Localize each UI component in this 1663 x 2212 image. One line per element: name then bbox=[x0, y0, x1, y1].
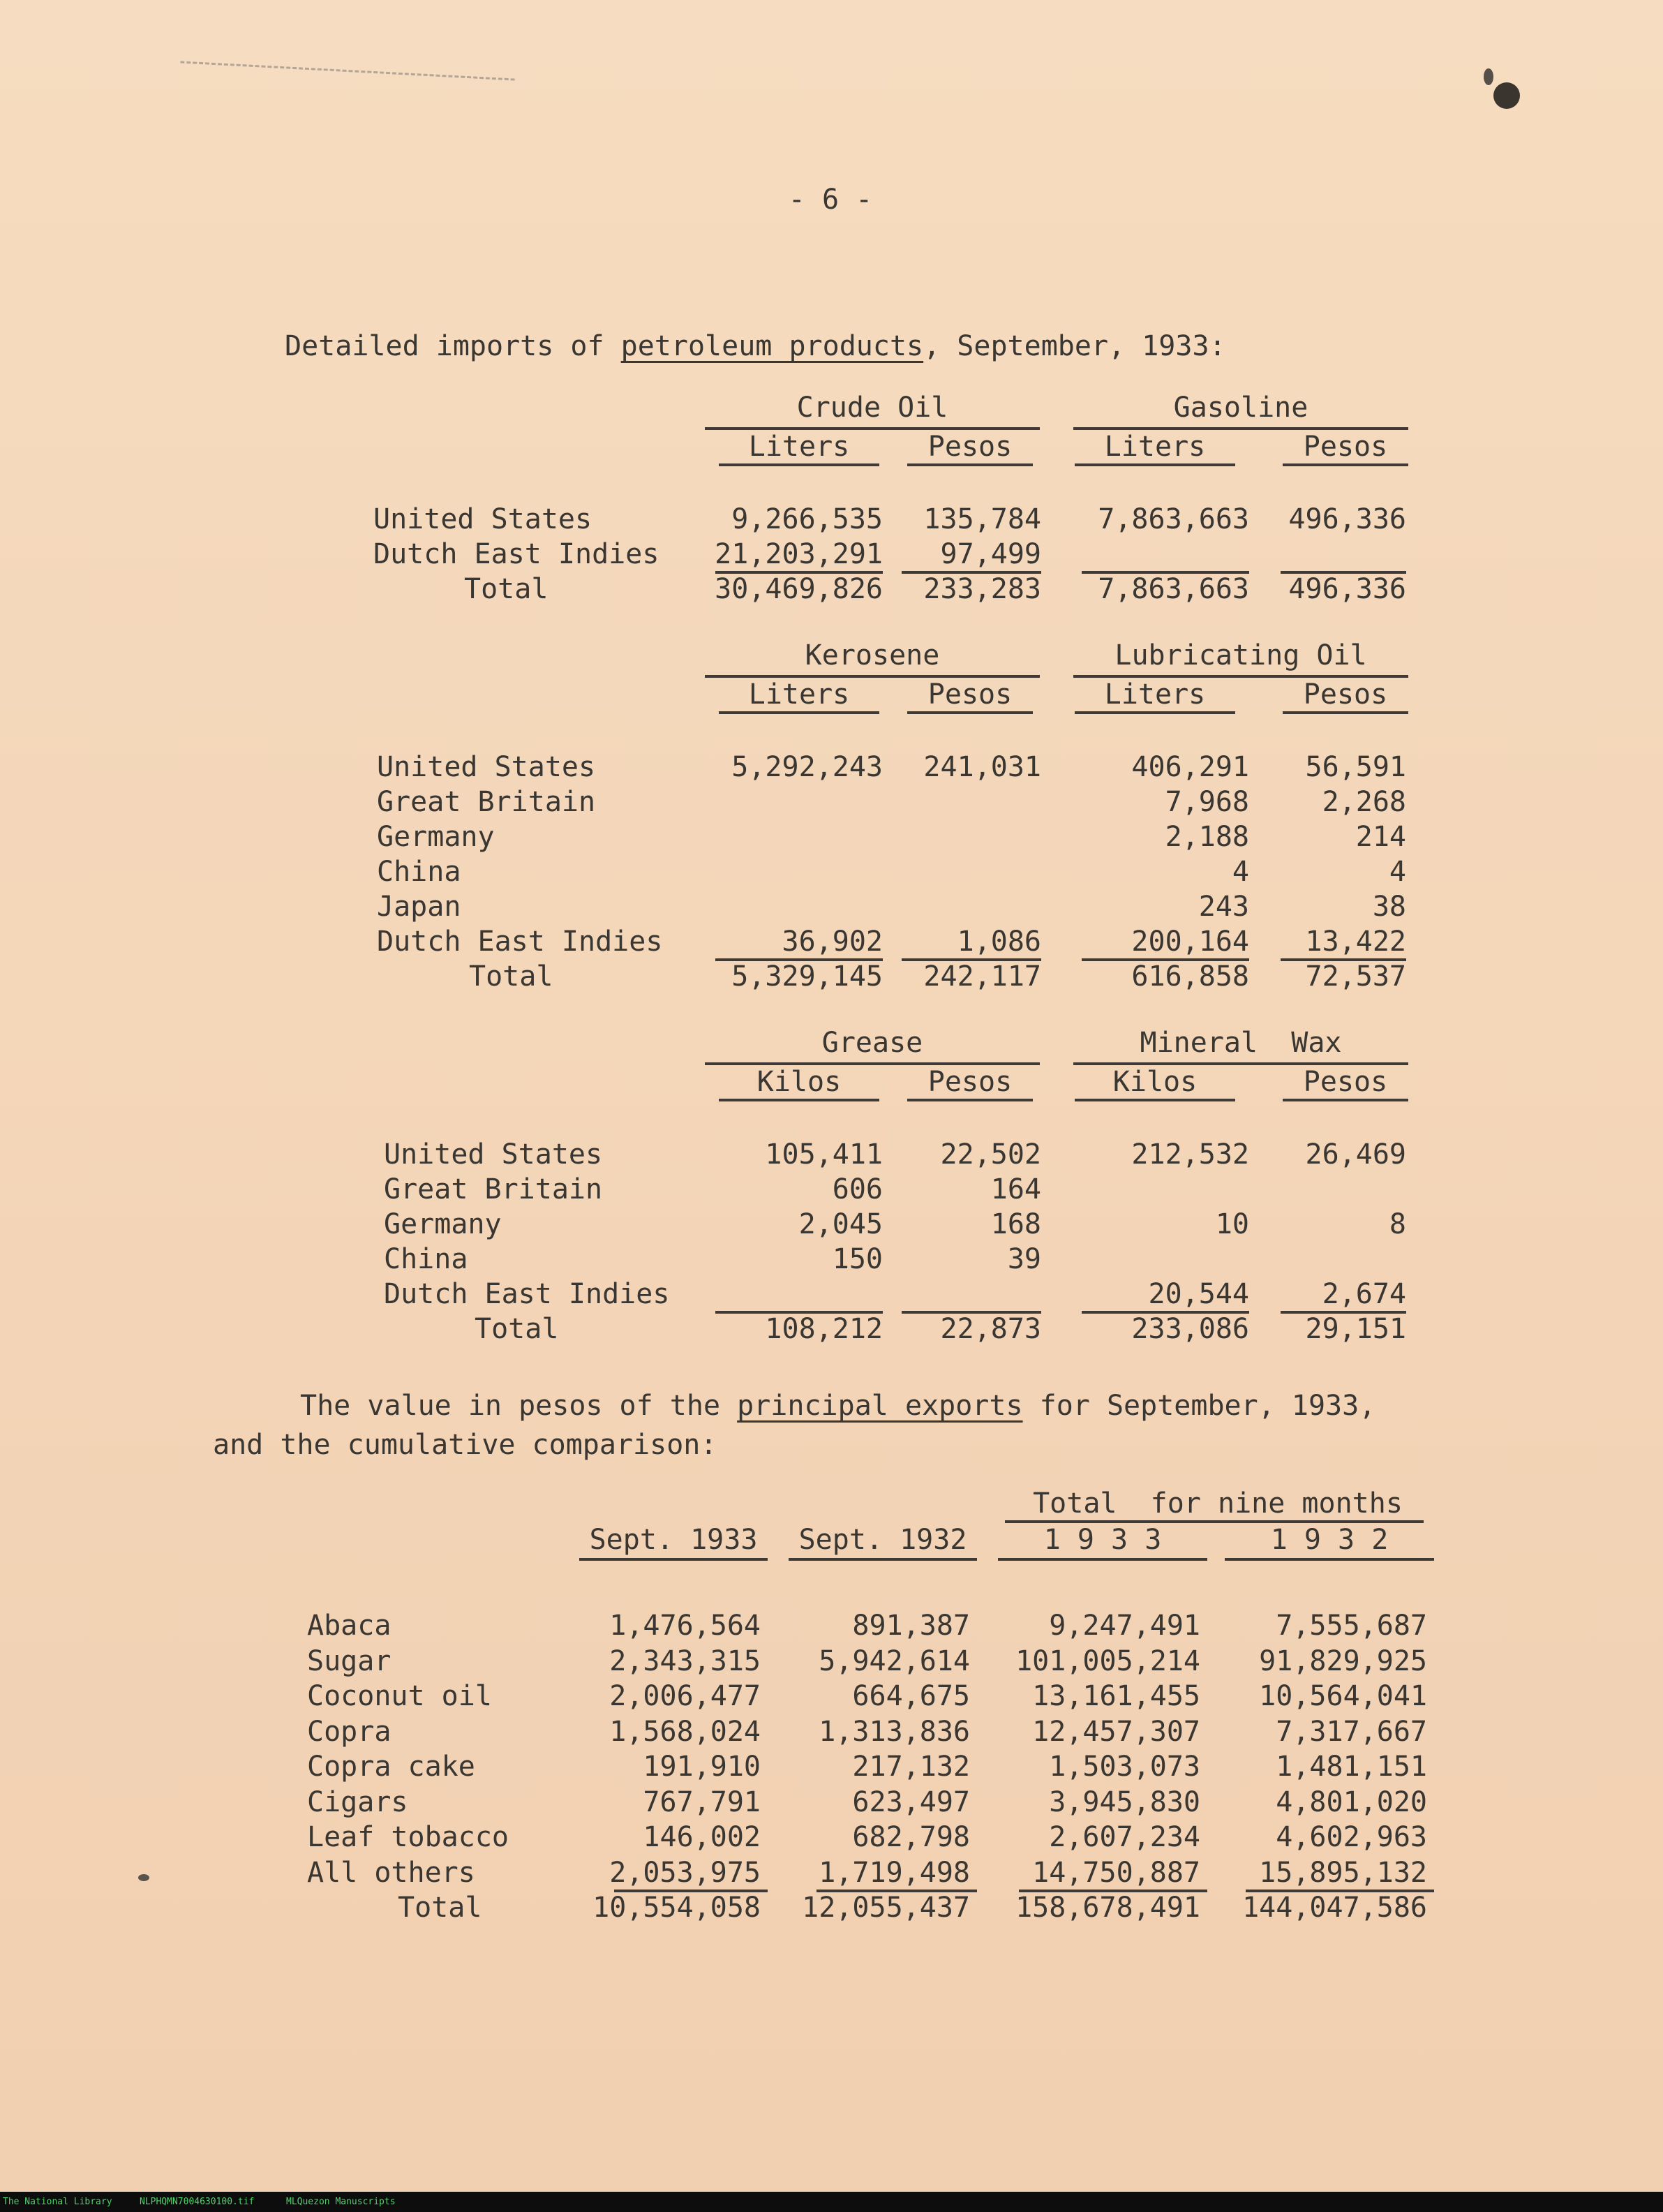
table-cell: 20,544 bbox=[1148, 1278, 1249, 1310]
table-cell: 2,674 bbox=[1322, 1278, 1406, 1310]
table-cell: 10 bbox=[1215, 1208, 1249, 1240]
unit-header: Liters bbox=[748, 431, 850, 463]
country-label: United States bbox=[373, 503, 592, 535]
money-header-rule bbox=[1283, 1099, 1408, 1101]
table-cell: 150 bbox=[832, 1243, 883, 1275]
export-cell: 7,555,687 bbox=[1276, 1610, 1427, 1642]
total-cell: 233,283 bbox=[923, 573, 1041, 605]
money-header: Pesos bbox=[927, 431, 1013, 463]
unit-header-rule bbox=[719, 711, 879, 714]
country-label: Great Britain bbox=[377, 786, 596, 818]
table-cell: 36,902 bbox=[782, 926, 883, 958]
footer-file: NLPHQMN7004630100.tif bbox=[140, 2197, 255, 2207]
export-cell: 1,719,498 bbox=[819, 1857, 970, 1889]
money-header: Pesos bbox=[1303, 1066, 1388, 1098]
table-cell: 38 bbox=[1372, 891, 1406, 923]
group-title: Kerosene bbox=[805, 639, 940, 671]
money-header: Pesos bbox=[927, 1066, 1013, 1098]
total-cell: 496,336 bbox=[1288, 573, 1406, 605]
punch-hole bbox=[1493, 82, 1520, 109]
table-cell: 135,784 bbox=[923, 503, 1041, 535]
scan-footer bbox=[0, 2192, 1663, 2212]
table-cell: 406,291 bbox=[1131, 751, 1249, 783]
country-label: United States bbox=[384, 1138, 603, 1171]
table-cell: 7,863,663 bbox=[1098, 503, 1249, 535]
export-cell: 4,602,963 bbox=[1276, 1821, 1427, 1853]
export-cell: 2,006,477 bbox=[609, 1680, 761, 1712]
country-label: Japan bbox=[377, 891, 461, 923]
export-item-label: Leaf tobacco bbox=[307, 1821, 509, 1853]
export-cell: 15,895,132 bbox=[1259, 1857, 1427, 1889]
group-title: Crude Oil bbox=[796, 392, 948, 424]
export-cell: 5,942,614 bbox=[819, 1645, 970, 1677]
export-cell: 2,343,315 bbox=[609, 1645, 761, 1677]
unit-header: Liters bbox=[1104, 431, 1206, 463]
total-label: Total bbox=[469, 960, 553, 993]
country-label: Dutch East Indies bbox=[384, 1278, 670, 1310]
export-cell: 3,945,830 bbox=[1049, 1786, 1200, 1818]
country-label: Dutch East Indies bbox=[373, 538, 659, 570]
money-header-rule bbox=[1283, 711, 1408, 714]
table-cell: 13,422 bbox=[1305, 926, 1406, 958]
exports-subject: principal exports bbox=[737, 1390, 1023, 1422]
export-cell: 2,053,975 bbox=[609, 1857, 761, 1889]
export-cell: 623,497 bbox=[852, 1786, 970, 1818]
export-cell: 4,801,020 bbox=[1276, 1786, 1427, 1818]
table-cell: 2,268 bbox=[1322, 786, 1406, 818]
table-cell: 200,164 bbox=[1131, 926, 1249, 958]
total-cell: 22,873 bbox=[940, 1313, 1041, 1345]
unit-header-rule bbox=[1075, 463, 1235, 466]
export-item-label: Sugar bbox=[307, 1645, 391, 1677]
group-title: Gasoline bbox=[1173, 392, 1308, 424]
export-cell: 101,005,214 bbox=[1015, 1645, 1200, 1677]
total-cell: 242,117 bbox=[923, 960, 1041, 993]
footer-library: The National Library bbox=[3, 2197, 112, 2207]
table-cell: 26,469 bbox=[1305, 1138, 1406, 1171]
export-cell: 14,750,887 bbox=[1032, 1857, 1200, 1889]
table-cell: 39 bbox=[1007, 1243, 1041, 1275]
table-cell: 4 bbox=[1389, 856, 1406, 888]
exports-intro-line2: and the cumulative comparison: bbox=[213, 1429, 717, 1461]
money-header-rule bbox=[907, 711, 1033, 714]
exports-intro-line1: The value in pesos of the principal exports for September, 1933, bbox=[300, 1390, 1376, 1422]
export-column-rule bbox=[998, 1558, 1207, 1561]
export-cell: 13,161,455 bbox=[1032, 1680, 1200, 1712]
export-item-label: Cigars bbox=[307, 1786, 408, 1818]
table-cell: 21,203,291 bbox=[715, 538, 883, 570]
money-header: Pesos bbox=[1303, 678, 1388, 711]
export-total-cell: 12,055,437 bbox=[802, 1892, 970, 1924]
unit-header: Liters bbox=[748, 678, 850, 711]
export-total-cell: 10,554,058 bbox=[592, 1892, 761, 1924]
unit-header: Liters bbox=[1104, 678, 1206, 711]
export-cell: 1,568,024 bbox=[609, 1716, 761, 1748]
export-cell: 1,476,564 bbox=[609, 1610, 761, 1642]
export-item-label: All others bbox=[307, 1857, 475, 1889]
total-cell: 233,086 bbox=[1131, 1313, 1249, 1345]
table-cell: 97,499 bbox=[940, 538, 1041, 570]
export-item-label: Coconut oil bbox=[307, 1680, 492, 1712]
country-label: Great Britain bbox=[384, 1173, 603, 1205]
country-label: Germany bbox=[384, 1208, 502, 1240]
group-title: Mineral Wax bbox=[1140, 1027, 1342, 1059]
export-column-rule bbox=[1225, 1558, 1434, 1561]
export-cell: 1,503,073 bbox=[1049, 1751, 1200, 1783]
export-cell: 9,247,491 bbox=[1049, 1610, 1200, 1642]
ink-smudge bbox=[138, 1874, 149, 1881]
table-cell: 496,336 bbox=[1288, 503, 1406, 535]
export-item-label: Copra cake bbox=[307, 1751, 475, 1783]
export-cell: 682,798 bbox=[852, 1821, 970, 1853]
table-cell: 243 bbox=[1198, 891, 1249, 923]
country-label: Dutch East Indies bbox=[377, 926, 663, 958]
total-cell: 29,151 bbox=[1305, 1313, 1406, 1345]
export-item-label: Copra bbox=[307, 1716, 391, 1748]
pencil-dash-mark bbox=[180, 61, 514, 80]
unit-header: Kilos bbox=[1112, 1066, 1198, 1098]
export-total-cell: 144,047,586 bbox=[1242, 1892, 1427, 1924]
table-cell: 22,502 bbox=[940, 1138, 1041, 1171]
country-label: Germany bbox=[377, 821, 495, 853]
export-cell: 191,910 bbox=[643, 1751, 761, 1783]
export-item-label: Abaca bbox=[307, 1610, 391, 1642]
table-cell: 7,968 bbox=[1165, 786, 1249, 818]
country-label: United States bbox=[377, 751, 596, 783]
footer-collection: MLQuezon Manuscripts bbox=[286, 2197, 396, 2207]
table-cell: 212,532 bbox=[1131, 1138, 1249, 1171]
table-cell: 8 bbox=[1389, 1208, 1406, 1240]
total-label: Total bbox=[475, 1313, 559, 1345]
table-cell: 1,086 bbox=[957, 926, 1041, 958]
unit-header: Kilos bbox=[756, 1066, 842, 1098]
money-header-rule bbox=[907, 463, 1033, 466]
export-cell: 10,564,041 bbox=[1259, 1680, 1427, 1712]
export-column-header: 1 9 3 2 bbox=[1270, 1524, 1389, 1556]
table-cell: 168 bbox=[990, 1208, 1041, 1240]
country-label: China bbox=[377, 856, 461, 888]
table-cell: 4 bbox=[1232, 856, 1249, 888]
export-cell: 2,607,234 bbox=[1049, 1821, 1200, 1853]
export-cell: 12,457,307 bbox=[1032, 1716, 1200, 1748]
table-cell: 2,188 bbox=[1165, 821, 1249, 853]
unit-header-rule bbox=[1075, 711, 1235, 714]
money-header-rule bbox=[907, 1099, 1033, 1101]
export-column-rule bbox=[789, 1558, 977, 1561]
export-cell: 91,829,925 bbox=[1259, 1645, 1427, 1677]
table-cell: 241,031 bbox=[923, 751, 1041, 783]
imports-subject: petroleum products bbox=[620, 330, 924, 362]
total-label: Total bbox=[464, 573, 549, 605]
export-cell: 891,387 bbox=[852, 1610, 970, 1642]
total-cell: 5,329,145 bbox=[731, 960, 883, 993]
total-cell: 616,858 bbox=[1131, 960, 1249, 993]
money-header-rule bbox=[1283, 463, 1408, 466]
unit-header-rule bbox=[1075, 1099, 1235, 1101]
table-cell: 214 bbox=[1355, 821, 1406, 853]
money-header: Pesos bbox=[1303, 431, 1388, 463]
table-cell: 5,292,243 bbox=[731, 751, 883, 783]
total-cell: 30,469,826 bbox=[715, 573, 883, 605]
table-cell: 9,266,535 bbox=[731, 503, 883, 535]
export-cell: 1,481,151 bbox=[1276, 1751, 1427, 1783]
table-cell: 606 bbox=[832, 1173, 883, 1205]
unit-header-rule bbox=[719, 463, 879, 466]
group-title: Lubricating Oil bbox=[1114, 639, 1367, 671]
export-column-header: Sept. 1932 bbox=[798, 1524, 967, 1556]
export-column-rule bbox=[579, 1558, 768, 1561]
export-cell: 146,002 bbox=[643, 1821, 761, 1853]
table-cell: 56,591 bbox=[1305, 751, 1406, 783]
money-header: Pesos bbox=[927, 678, 1013, 711]
table-cell: 105,411 bbox=[765, 1138, 883, 1171]
country-label: China bbox=[384, 1243, 468, 1275]
page-number: - 6 - bbox=[788, 184, 873, 216]
total-cell: 72,537 bbox=[1305, 960, 1406, 993]
export-cell: 767,791 bbox=[643, 1786, 761, 1818]
export-cell: 1,313,836 bbox=[819, 1716, 970, 1748]
imports-heading: Detailed imports of petroleum products, September, 1933: bbox=[285, 330, 1226, 362]
export-column-header: Sept. 1933 bbox=[589, 1524, 758, 1556]
export-column-header: 1 9 3 3 bbox=[1043, 1524, 1162, 1556]
total-cell: 7,863,663 bbox=[1098, 573, 1249, 605]
cumulative-header: Total for nine months bbox=[1033, 1487, 1403, 1520]
export-cell: 664,675 bbox=[852, 1680, 970, 1712]
export-cell: 217,132 bbox=[852, 1751, 970, 1783]
unit-header-rule bbox=[719, 1099, 879, 1101]
export-cell: 7,317,667 bbox=[1276, 1716, 1427, 1748]
table-cell: 164 bbox=[990, 1173, 1041, 1205]
table-cell: 2,045 bbox=[798, 1208, 883, 1240]
group-title: Grease bbox=[821, 1027, 923, 1059]
export-total-cell: 158,678,491 bbox=[1015, 1892, 1200, 1924]
export-total-label: Total bbox=[398, 1892, 482, 1924]
punch-hole-mark bbox=[1484, 68, 1493, 85]
total-cell: 108,212 bbox=[765, 1313, 883, 1345]
